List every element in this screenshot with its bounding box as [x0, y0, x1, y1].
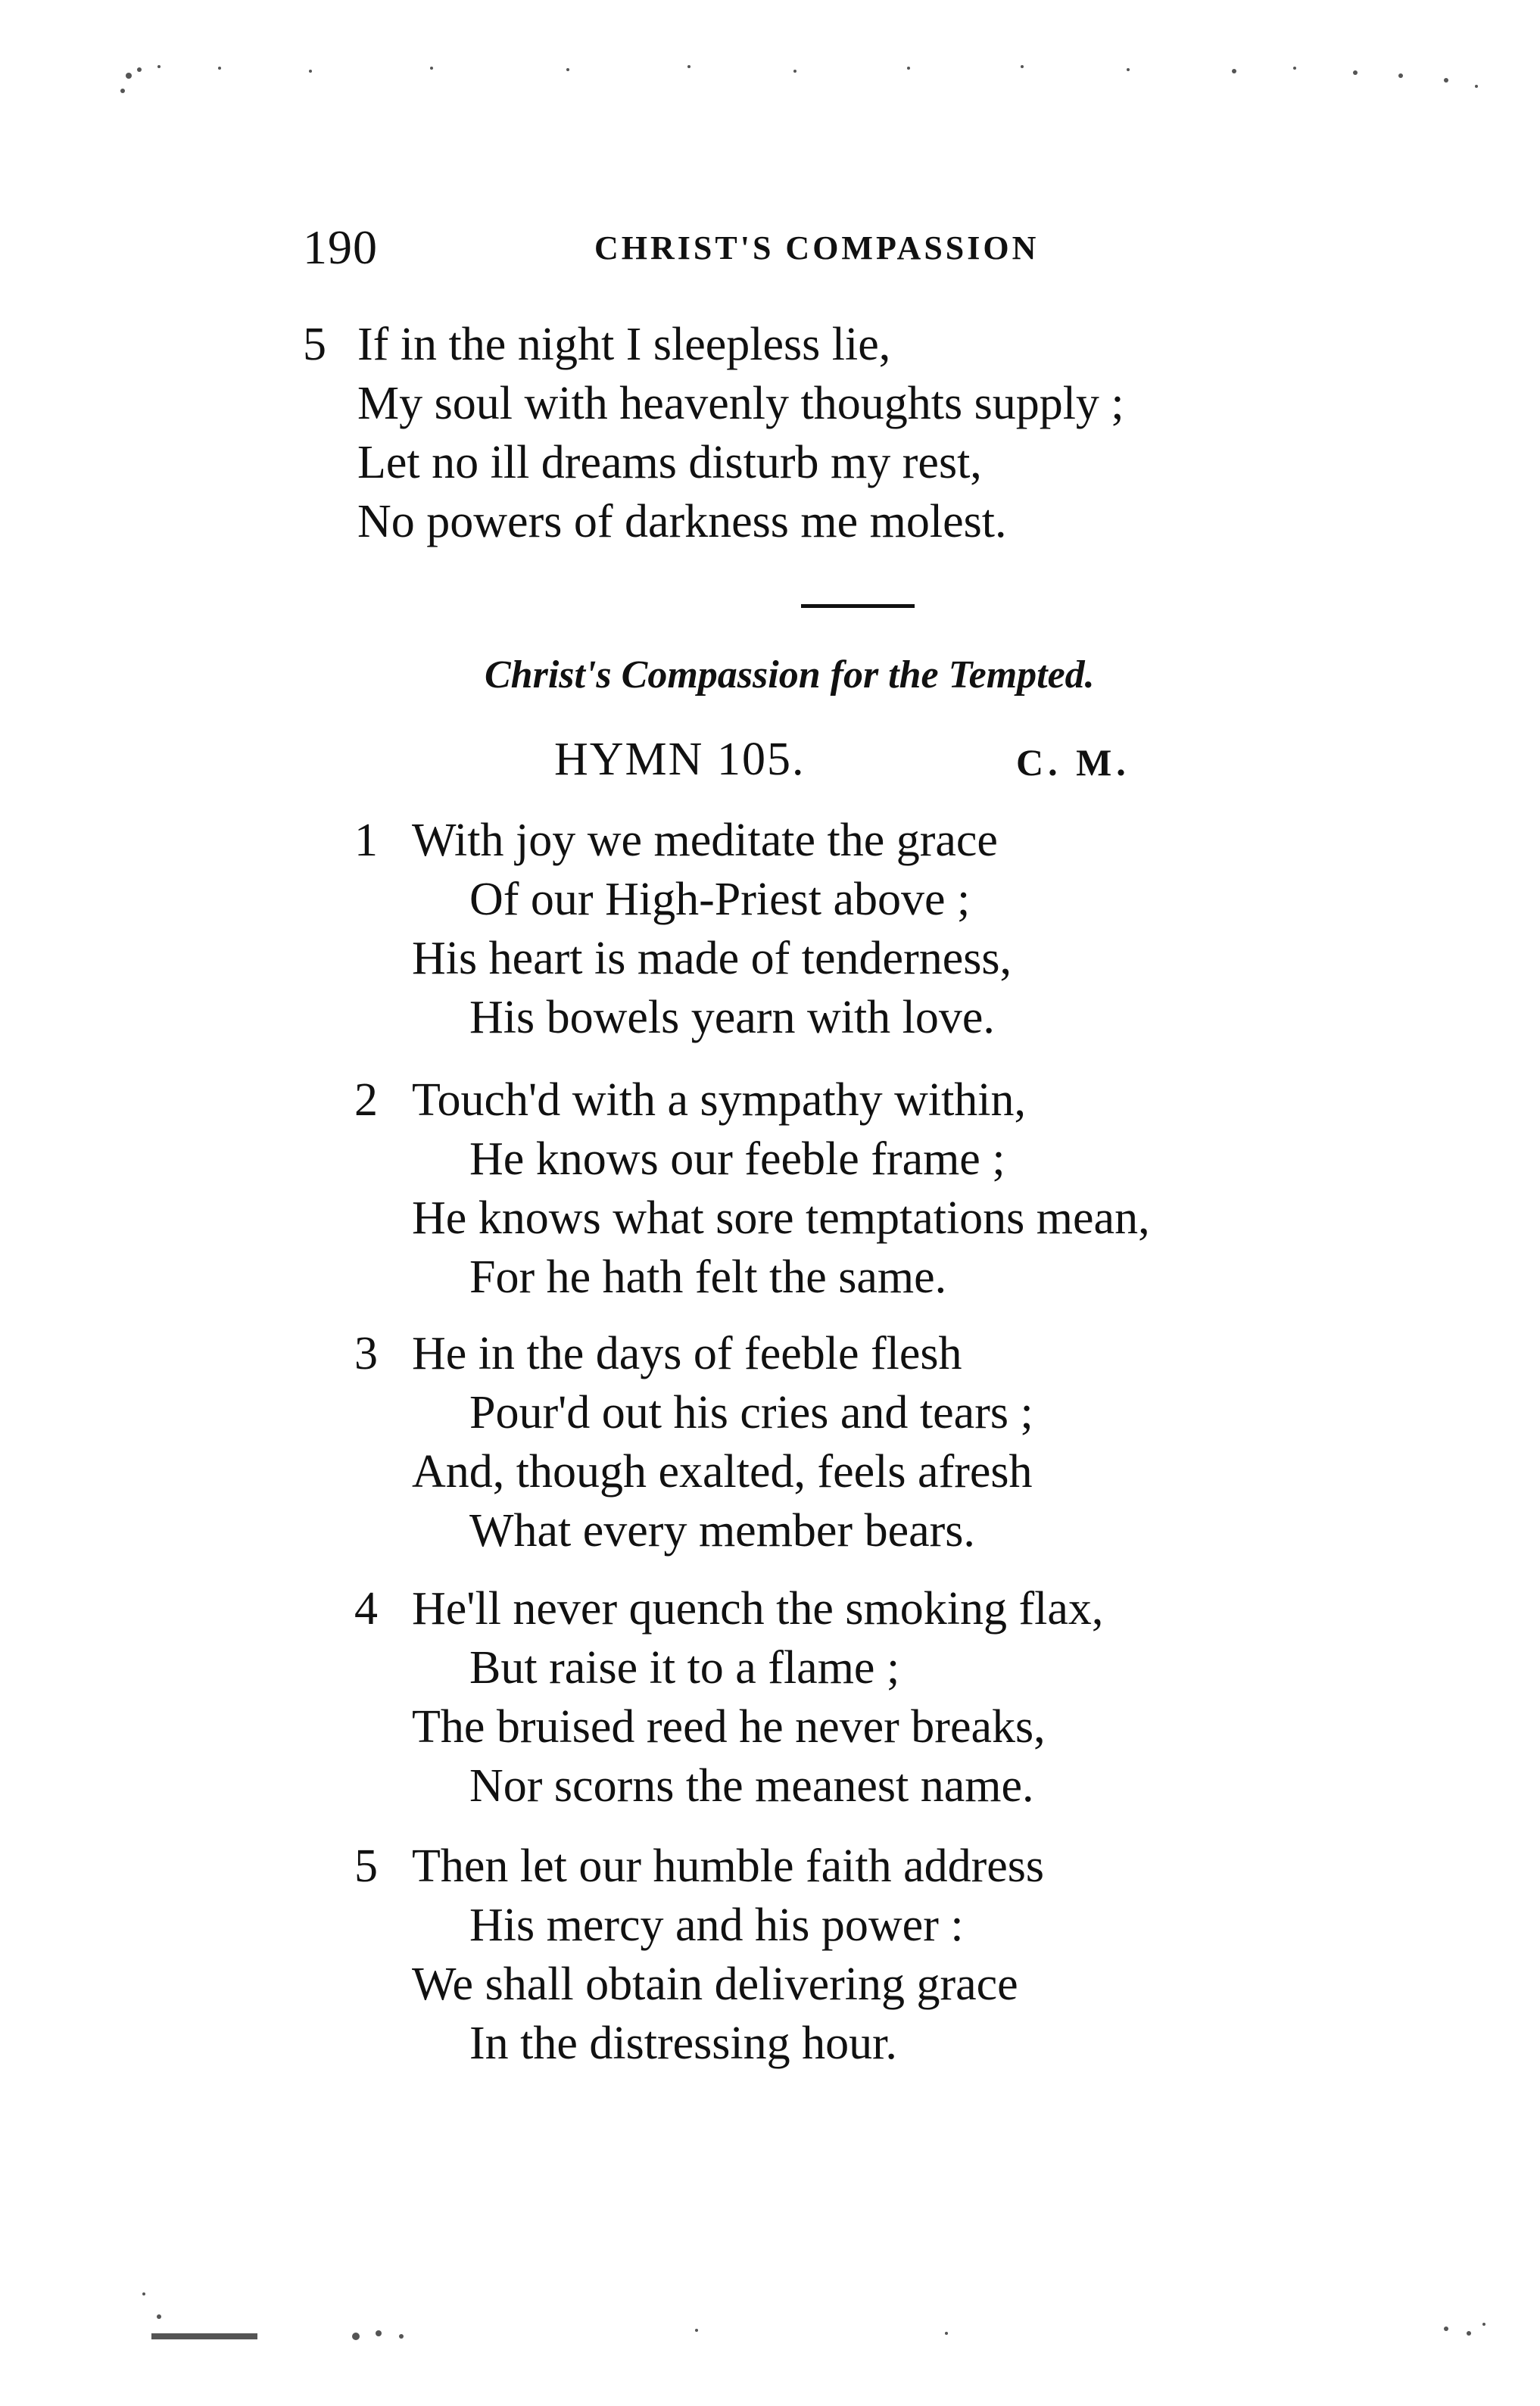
hymn-title: HYMN 105.	[554, 734, 806, 785]
page-header	[303, 220, 1136, 280]
verse-line: Then let our humble faith address	[412, 1840, 1045, 1892]
verse-line: His heart is made of tenderness,	[412, 933, 1012, 984]
verse-line: We shall obtain delivering grace	[412, 1959, 1018, 2010]
page-number: 190	[303, 220, 378, 274]
verse-line: And, though exalted, feels afresh	[412, 1446, 1033, 1498]
verse-line: His mercy and his power :	[469, 1900, 964, 1951]
verse-line: He knows our feeble frame ;	[469, 1133, 1005, 1185]
verse-line: For he hath felt the same.	[469, 1251, 947, 1303]
hymn-stanza-4	[354, 1582, 1414, 1825]
stanza-number: 1	[354, 815, 378, 866]
verse-line: No powers of darkness me molest.	[357, 496, 1007, 547]
verse-line: But raise it to a flame ;	[469, 1642, 900, 1694]
hymn-heading	[554, 733, 1236, 793]
verse-line: Touch'd with a sympathy within,	[412, 1074, 1027, 1126]
scan-speckle-bottom	[114, 2264, 1499, 2355]
verse-line: He'll never quench the smoking flax,	[412, 1583, 1104, 1635]
verse-line: The bruised reed he never breaks,	[412, 1701, 1046, 1753]
verse-line: Of our High-Priest above ;	[469, 874, 971, 925]
verse-line: With joy we meditate the grace	[412, 815, 998, 866]
verse-line: He in the days of feeble flesh	[412, 1328, 962, 1379]
verse-line: If in the night I sleepless lie,	[357, 319, 891, 370]
hymn-stanza-1	[354, 814, 1414, 1056]
verse-line: In the distressing hour.	[469, 2018, 897, 2069]
stanza-number: 4	[354, 1583, 378, 1635]
hymn-stanza-2	[354, 1074, 1414, 1316]
verse-line: My soul with heavenly thoughts supply ;	[357, 378, 1124, 429]
hymn-stanza-5	[354, 1840, 1414, 2082]
hymn-subtitle: Christ's Compassion for the Tempted.	[485, 653, 1095, 697]
stanza-number: 2	[354, 1074, 378, 1126]
stanza-number: 5	[303, 319, 326, 370]
verse-line: Pour'd out his cries and tears ;	[469, 1387, 1033, 1438]
verse-line: Let no ill dreams disturb my rest,	[357, 437, 982, 488]
scan-speckle-top	[114, 53, 1499, 114]
verse-line: He knows what sore temptations mean,	[412, 1192, 1150, 1244]
hymn-stanza-3	[354, 1327, 1414, 1569]
verse-line: What every member bears.	[469, 1505, 975, 1557]
verse-line: His bowels yearn with love.	[469, 992, 995, 1043]
stanza-number: 5	[354, 1840, 378, 1892]
section-divider	[801, 604, 915, 608]
stanza-number: 3	[354, 1328, 378, 1379]
verse-line: Nor scorns the meanest name.	[469, 1760, 1034, 1812]
running-head: CHRIST'S COMPASSION	[594, 229, 1040, 266]
hymn-meter: C. M.	[1016, 741, 1130, 784]
previous-hymn-stanza	[303, 318, 1363, 560]
